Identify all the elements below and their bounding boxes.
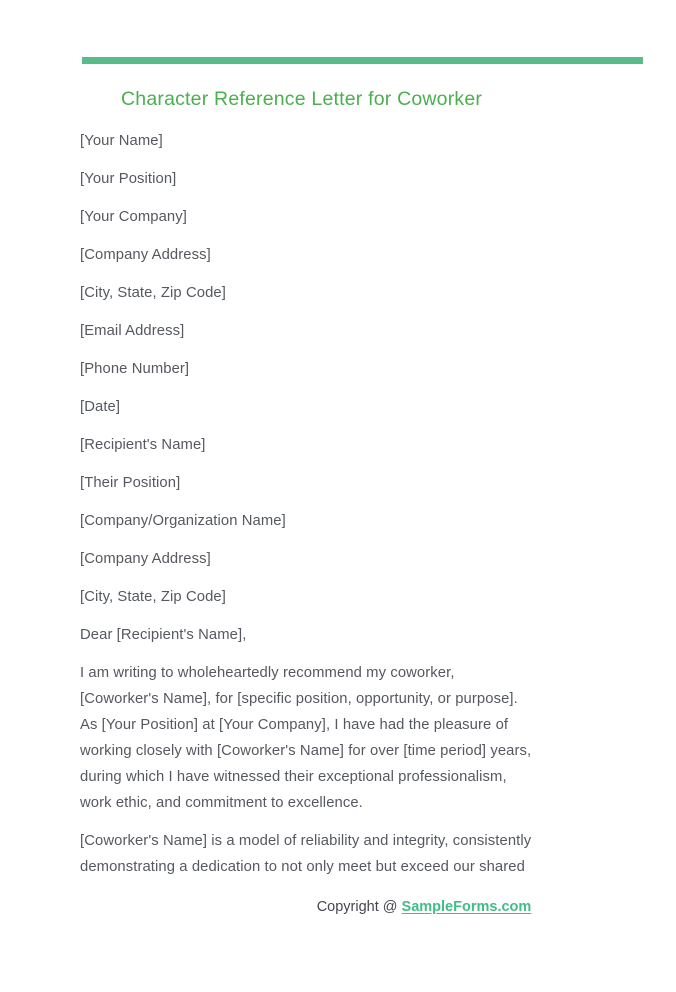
- letter-line-phone-number: [Phone Number]: [80, 361, 190, 377]
- letter-line-date: [Date]: [80, 399, 121, 415]
- sampleforms-link[interactable]: SampleForms.com: [401, 899, 532, 915]
- letter-line-your-name: [Your Name]: [80, 133, 163, 149]
- letter-line-your-position: [Your Position]: [80, 171, 177, 187]
- letter-line-recipient-company-address: [Company Address]: [80, 551, 211, 567]
- letter-paragraph-1: I am writing to wholeheartedly recommend my coworker, [Coworker's Name], for [specific position, opportunity, or purpose]. As [Your Position] at [Your Company], I have had the pleasure of working closely with [Coworker's Name] for over [time period] years, during which I have witnessed their exceptional professionalism, work ethic, and commitment to excellence.: [80, 665, 532, 811]
- document-page: [0, 57, 676, 992]
- letter-line-company-organization-name: [Company/Organization Name]: [80, 513, 286, 529]
- copyright-text: Copyright @: [316, 899, 402, 915]
- letter-salutation: Dear [Recipient's Name],: [80, 627, 247, 643]
- copyright-footer: [0, 894, 676, 920]
- letter-line-city-state-zip: [City, State, Zip Code]: [80, 285, 226, 301]
- top-accent-bar: [82, 57, 643, 64]
- letter-line-their-position: [Their Position]: [80, 475, 181, 491]
- letter-line-recipient-city-state-zip: [City, State, Zip Code]: [80, 589, 226, 605]
- letter-line-email-address: [Email Address]: [80, 323, 185, 339]
- letter-line-recipient-name: [Recipient's Name]: [80, 437, 206, 453]
- letter-line-your-company: [Your Company]: [80, 209, 187, 225]
- letter-paragraph-2: [Coworker's Name] is a model of reliability and integrity, consistently demonstrating a dedication to not only meet but exceed our shared: [80, 833, 532, 875]
- letter-line-company-address: [Company Address]: [80, 247, 211, 263]
- page-title: Character Reference Letter for Coworker: [121, 88, 483, 110]
- letter-body: [80, 128, 676, 880]
